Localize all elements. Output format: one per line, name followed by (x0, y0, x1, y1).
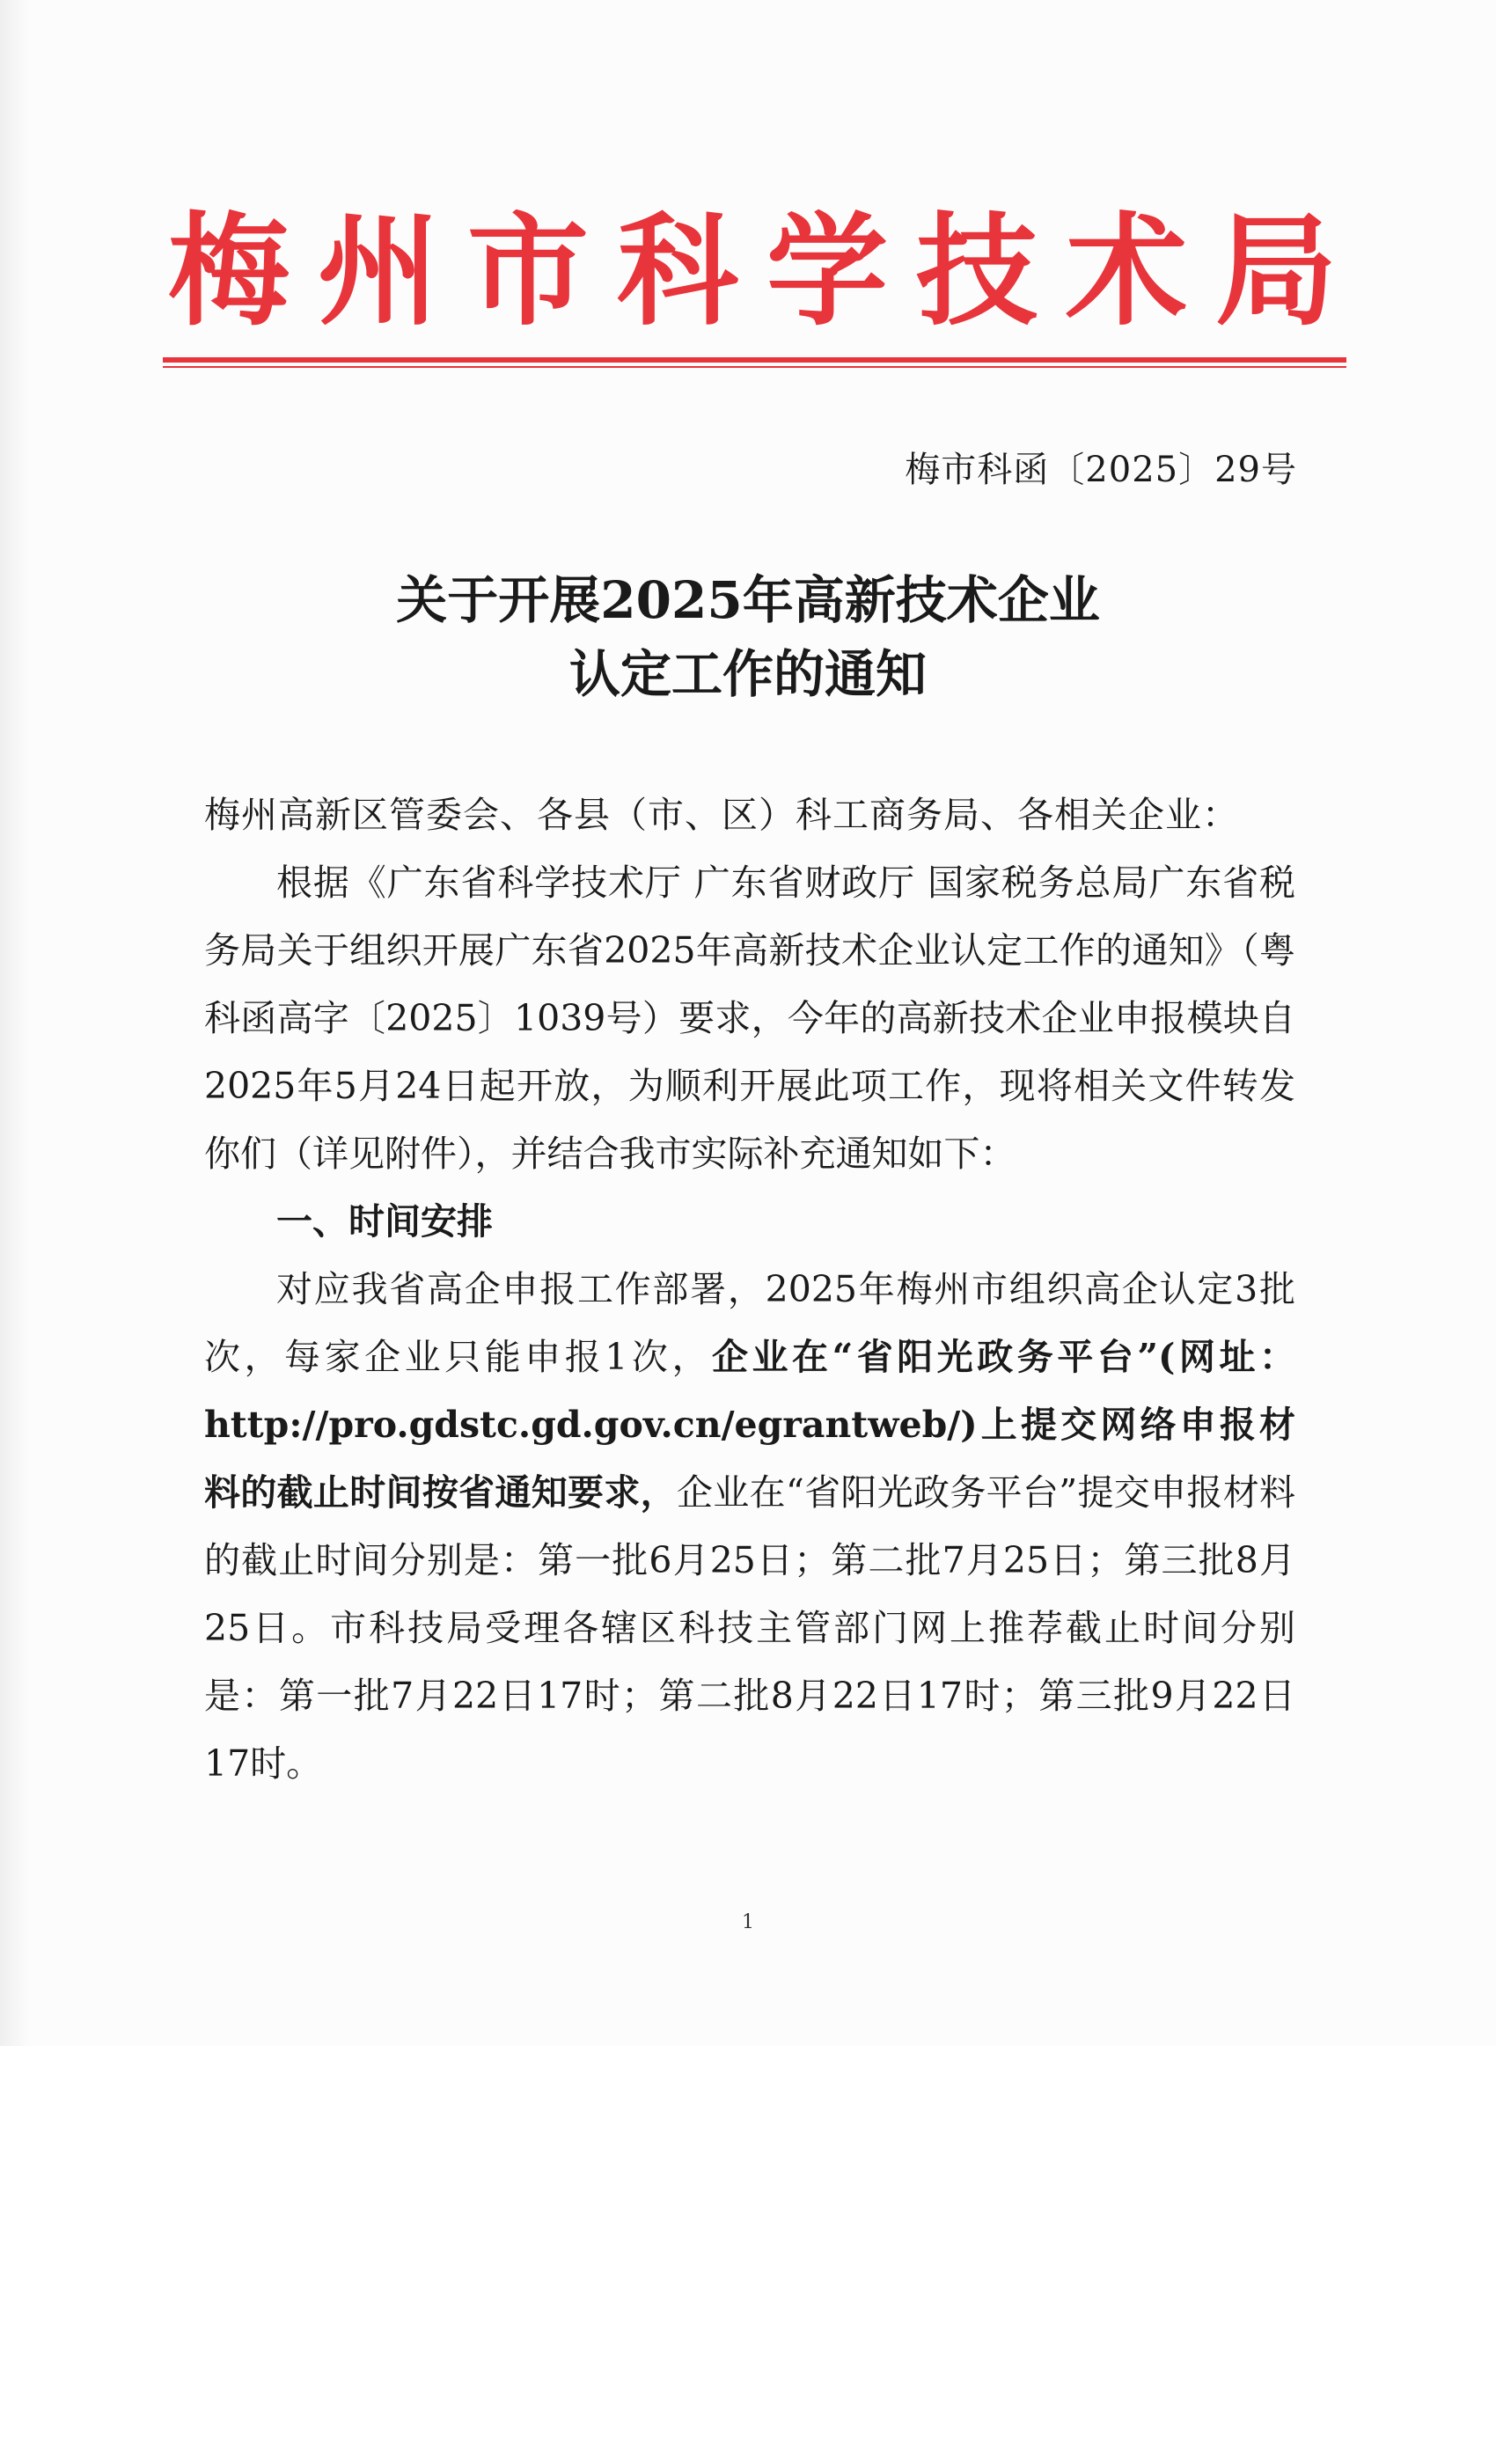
letterhead-char: 技 (915, 199, 1038, 342)
schedule-text-part-1: 对应我省高企申报工作部署，2025年梅州市组织高企认定3批次，每家企业只能申报1次， (204, 1268, 1295, 1378)
letterhead-rule-thin (163, 366, 1346, 368)
document-body (204, 781, 1295, 1798)
letterhead-char: 术 (1065, 199, 1187, 342)
addressee: 梅州高新区管委会、各县（市、区）科工商务局、各相关企业： (204, 794, 1239, 836)
letterhead-char: 市 (466, 199, 589, 342)
paragraph-intro: 根据《广东省科学技术厅 广东省财政厅 国家税务总局广东省税务局关于组织开展广东省2025年高新技术企业认定工作的通知》（粤科函高字〔2025〕1039号）要求，今年的高新技术企业申报模块自2025年5月24日起开放，为顺利开展此项工作，现将相关文件转发你们（详见附件），并结合我市实际补充通知如下： (204, 862, 1295, 1175)
document-title-line-2: 认定工作的通知 (568, 644, 927, 704)
letterhead-title (163, 201, 1342, 341)
letterhead-rule-thick (163, 357, 1346, 363)
section-heading-schedule: 一、时间安排 (276, 1200, 493, 1243)
letterhead-char: 局 (1214, 199, 1337, 342)
letterhead-char: 学 (766, 199, 888, 342)
page-number: 1 (742, 1911, 754, 1933)
letterhead-char: 梅 (167, 199, 290, 342)
document-title (0, 563, 1496, 711)
paragraph-schedule (204, 1256, 1295, 1798)
letterhead-char: 州 (317, 199, 439, 342)
schedule-text-part-3: 企业在“省阳光政务平台”提交申报材料的截止时间分别是：第一批6月25日；第二批7月25日；第三批8月25日。市科技局受理各辖区科技主管部门网上推荐截止时间分别是：第一批7月22日17时；第二批8月22日17时；第三批9月22日17时。 (204, 1471, 1296, 1785)
scan-edge (0, 0, 30, 2046)
letterhead-char: 科 (616, 199, 738, 342)
document-number: 梅市科函〔2025〕29号 (905, 450, 1297, 490)
document-title-line-1: 关于开展2025年高新技术企业 (396, 570, 1100, 630)
schedule-text-bold: 企业在“省阳光政务平台”(网址：http://pro.gdstc.gd.gov.cn/egrantweb/)上提交网络申报材料的截止时间按省通知要求， (204, 1336, 1295, 1514)
